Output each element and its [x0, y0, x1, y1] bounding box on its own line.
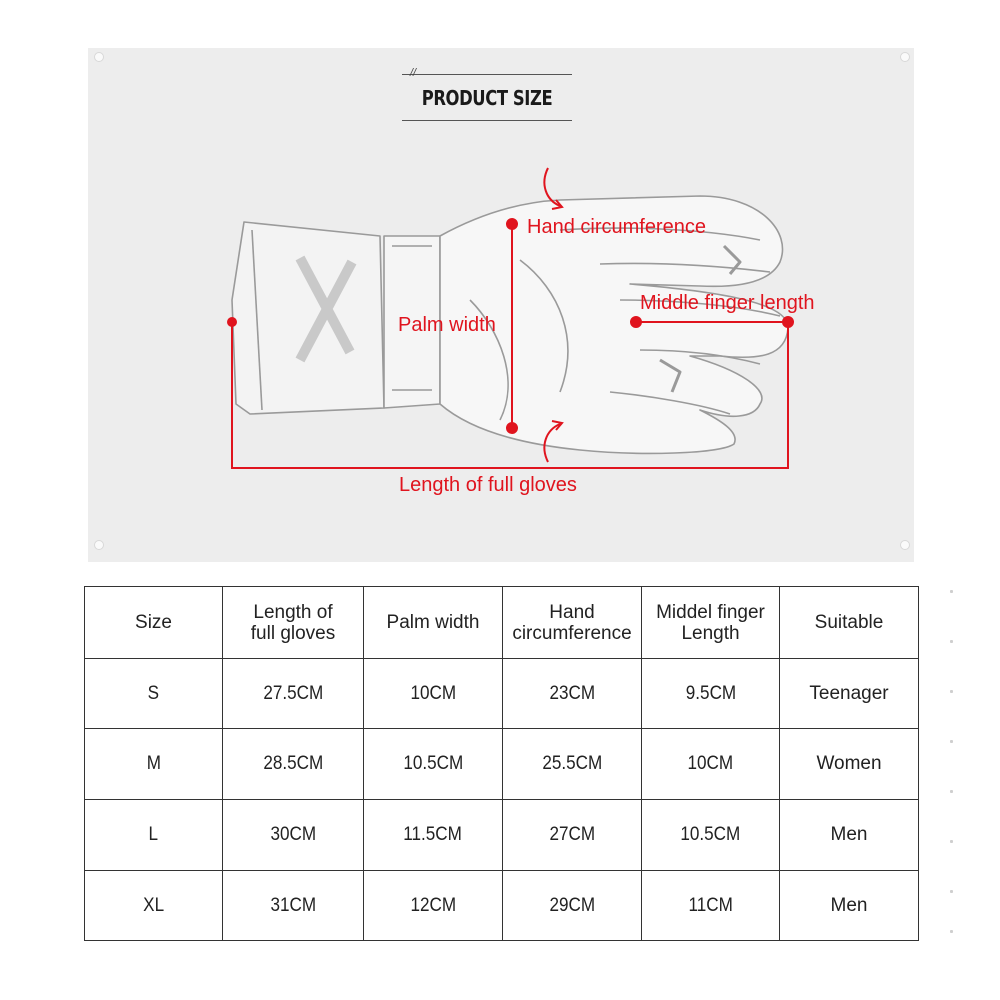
cell-middle-finger: 10CM — [642, 729, 780, 800]
marker-dot — [507, 423, 517, 433]
cell-length: 30CM — [223, 800, 364, 871]
middle-finger-length-label: Middle finger length — [640, 292, 815, 314]
marker-dot — [631, 317, 641, 327]
edge-dot-column — [950, 580, 954, 940]
size-table — [84, 586, 919, 941]
cell-suitable: Women — [780, 729, 919, 800]
cell-length: 28.5CM — [223, 729, 364, 800]
table-row — [85, 800, 919, 871]
cell-size: XL — [85, 871, 223, 941]
cell-suitable: Men — [780, 871, 919, 941]
cell-hand-circumference: 23CM — [503, 659, 642, 729]
table-row — [85, 659, 919, 729]
cell-size: M — [85, 729, 223, 800]
cell-palm-width: 12CM — [364, 871, 503, 941]
cell-length: 27.5CM — [223, 659, 364, 729]
cell-middle-finger: 11CM — [642, 871, 780, 941]
page-title: PRODUCT SIZE — [421, 86, 553, 110]
cell-middle-finger: 10.5CM — [642, 800, 780, 871]
length-full-gloves-label: Length of full gloves — [399, 474, 577, 496]
cell-size: S — [85, 659, 223, 729]
table-row — [85, 871, 919, 941]
table-row — [85, 729, 919, 800]
cell-middle-finger: 9.5CM — [642, 659, 780, 729]
cell-hand-circumference: 25.5CM — [503, 729, 642, 800]
cell-length: 31CM — [223, 871, 364, 941]
cell-suitable: Teenager — [780, 659, 919, 729]
cell-palm-width: 10CM — [364, 659, 503, 729]
cell-size: L — [85, 800, 223, 871]
title-decor: // — [410, 67, 417, 79]
cell-palm-width: 10.5CM — [364, 729, 503, 800]
table-header-row — [85, 587, 919, 659]
header-palm-width: Palm width — [364, 587, 503, 659]
marker-dot — [507, 219, 517, 229]
cell-hand-circumference: 29CM — [503, 871, 642, 941]
header-length-full-gloves: Length of full gloves — [223, 587, 364, 659]
header-hand-circumference: Hand circumference — [503, 587, 642, 659]
marker-dot — [227, 317, 237, 327]
cell-hand-circumference: 27CM — [503, 800, 642, 871]
header-size: Size — [85, 587, 223, 659]
cell-suitable: Men — [780, 800, 919, 871]
palm-width-label: Palm width — [398, 314, 496, 336]
header-middle-finger-length: Middel finger Length — [642, 587, 780, 659]
hand-circumference-label: Hand circumference — [527, 216, 706, 238]
cell-palm-width: 11.5CM — [364, 800, 503, 871]
header-suitable: Suitable — [780, 587, 919, 659]
